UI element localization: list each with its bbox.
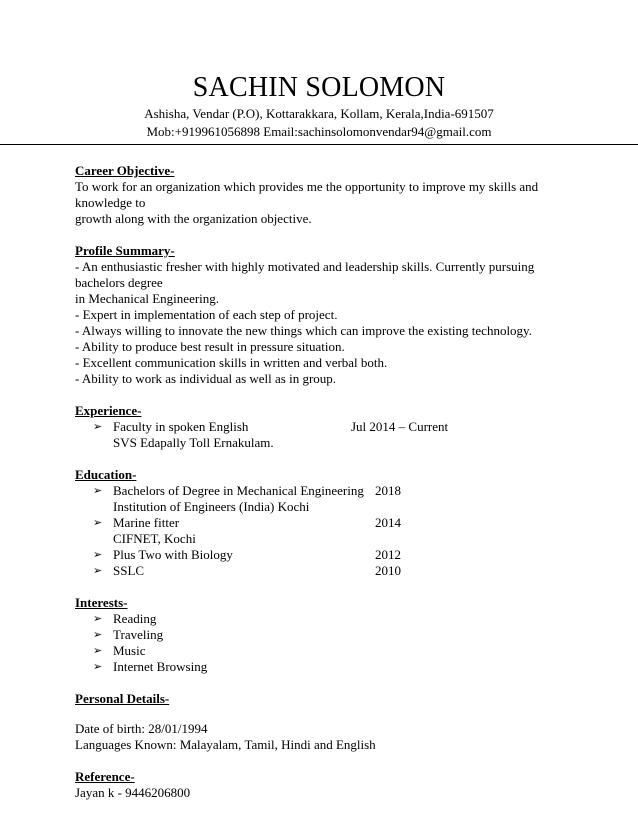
reference-section xyxy=(75,769,575,801)
career-line: growth along with the organization objective. xyxy=(75,211,312,226)
arrow-bullet-icon: ➢ xyxy=(93,565,103,577)
education-institution: Institution of Engineers (India) Kochi xyxy=(113,499,310,514)
education-year: 2014 xyxy=(375,515,401,530)
interest-item xyxy=(75,643,575,659)
personal-details-heading: Personal Details- xyxy=(75,691,170,706)
interest-label: Reading xyxy=(113,611,157,626)
interest-item xyxy=(75,627,575,643)
resume-address: Ashisha, Vendar (P.O), Kottarakkara, Kollam, Kerala,India-691507 xyxy=(144,106,494,121)
resume-contact: Mob:+919961056898 Email:sachinsolomonvendar94@gmail.com xyxy=(146,124,492,139)
career-objective-section xyxy=(75,163,575,227)
education-heading: Education- xyxy=(75,467,137,482)
education-section xyxy=(75,467,575,579)
profile-line: - An enthusiastic fresher with highly motivated and leadership skills. Currently pursuing bachelors degree xyxy=(75,259,535,290)
profile-line: - Expert in implementation of each step of project. xyxy=(75,307,338,322)
interests-heading: Interests- xyxy=(75,595,128,610)
profile-line: - Always willing to innovate the new things which can improve the existing technology. xyxy=(75,323,532,338)
experience-heading: Experience- xyxy=(75,403,142,418)
reference-heading: Reference- xyxy=(75,769,135,784)
resume-body xyxy=(75,163,575,817)
profile-line: - Ability to work as individual as well as in group. xyxy=(75,371,337,386)
education-institution: CIFNET, Kochi xyxy=(113,531,196,546)
education-item xyxy=(75,515,575,531)
career-objective-heading: Career Objective- xyxy=(75,163,175,178)
arrow-bullet-icon: ➢ xyxy=(93,549,103,561)
date-of-birth: Date of birth: 28/01/1994 xyxy=(75,721,208,736)
interest-item xyxy=(75,659,575,675)
experience-title: Faculty in spoken English xyxy=(113,419,249,434)
profile-summary-section xyxy=(75,243,575,387)
arrow-bullet-icon: ➢ xyxy=(93,517,103,529)
experience-item xyxy=(75,419,575,435)
profile-line: - Ability to produce best result in pressure situation. xyxy=(75,339,345,354)
arrow-bullet-icon: ➢ xyxy=(93,645,103,657)
interest-label: Internet Browsing xyxy=(113,659,208,674)
education-title: Marine fitter xyxy=(113,515,180,530)
profile-line: - Excellent communication skills in written and verbal both. xyxy=(75,355,388,370)
reference-contact: Jayan k - 9446206800 xyxy=(75,785,191,800)
resume-name: SACHIN SOLOMON xyxy=(192,72,446,103)
education-title: Plus Two with Biology xyxy=(113,547,233,562)
arrow-bullet-icon: ➢ xyxy=(93,613,103,625)
education-year: 2012 xyxy=(375,547,401,562)
education-item xyxy=(75,483,575,499)
education-year: 2018 xyxy=(375,483,401,498)
personal-details-section xyxy=(75,691,575,753)
arrow-bullet-icon: ➢ xyxy=(93,661,103,673)
experience-date: Jul 2014 – Current xyxy=(351,419,449,434)
career-line: To work for an organization which provides me the opportunity to improve my skills and knowledge to xyxy=(75,179,539,210)
profile-summary-heading: Profile Summary- xyxy=(75,243,175,258)
education-item xyxy=(75,563,575,579)
experience-place: SVS Edapally Toll Ernakulam. xyxy=(113,435,274,450)
interest-item xyxy=(75,611,575,627)
profile-line: in Mechanical Engineering. xyxy=(75,291,220,306)
header-divider xyxy=(0,144,638,145)
education-title: Bachelors of Degree in Mechanical Engineering xyxy=(113,483,364,498)
languages-known: Languages Known: Malayalam, Tamil, Hindi and English xyxy=(75,737,376,752)
interest-label: Music xyxy=(113,643,146,658)
interests-section xyxy=(75,595,575,675)
education-year: 2010 xyxy=(375,563,401,578)
experience-section xyxy=(75,403,575,451)
education-title: SSLC xyxy=(113,563,145,578)
interest-label: Traveling xyxy=(113,627,164,642)
arrow-bullet-icon: ➢ xyxy=(93,629,103,641)
arrow-bullet-icon: ➢ xyxy=(93,421,103,433)
education-item xyxy=(75,547,575,563)
arrow-bullet-icon: ➢ xyxy=(93,485,103,497)
